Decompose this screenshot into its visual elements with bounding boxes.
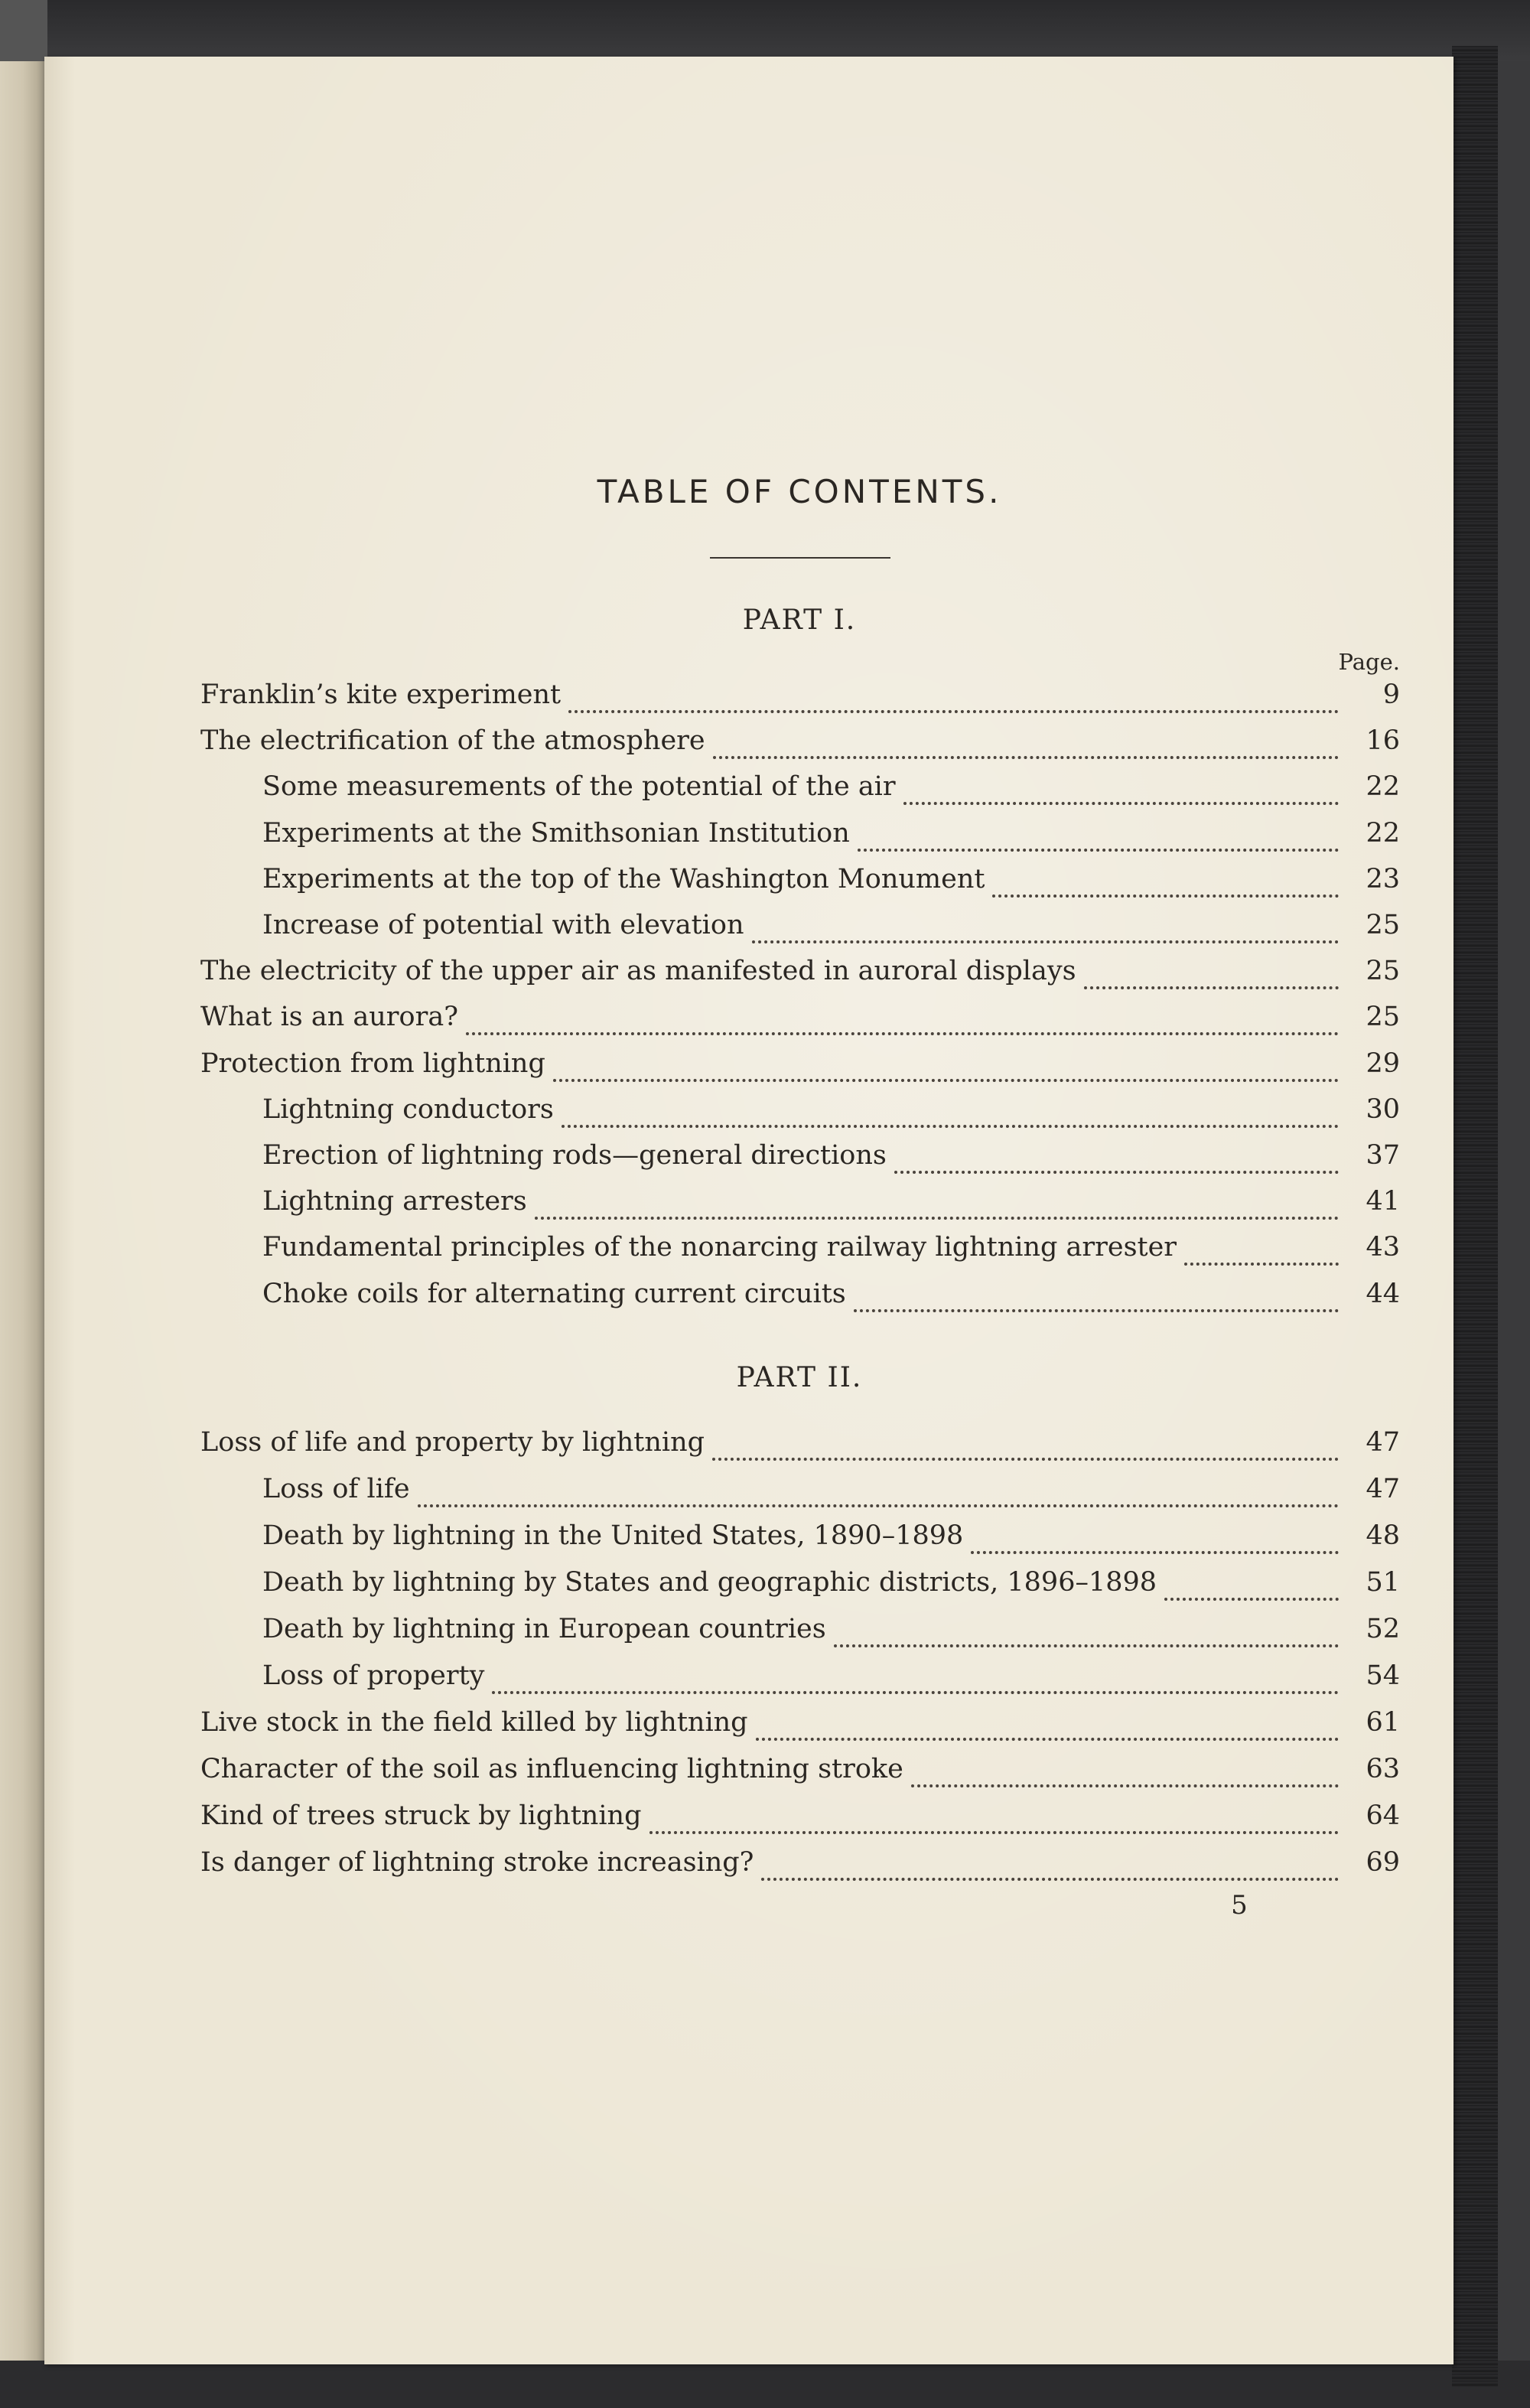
toc-entry-label: The electricity of the upper air as manifested in auroral displays: [200, 956, 1076, 987]
toc-entry: [200, 679, 1400, 722]
dot-leader: [903, 802, 1339, 805]
toc-entry-page: 69: [1366, 1847, 1400, 1878]
dot-leader: [492, 1691, 1339, 1694]
toc-entry: [200, 1048, 1400, 1091]
toc-entry: [200, 1847, 1400, 1890]
toc-entry: [262, 1279, 1400, 1321]
toc-entry-label: Loss of life and property by lightning: [200, 1427, 705, 1458]
toc-entry-label: Loss of property: [262, 1660, 485, 1691]
toc-entry-page: 23: [1366, 863, 1400, 894]
toc-entry-page: 30: [1366, 1093, 1400, 1125]
toc-entry: [262, 818, 1400, 861]
toc-entry: [262, 1474, 1400, 1517]
toc-entry-label: Some measurements of the potential of the air: [262, 771, 896, 803]
toc-entry: [262, 910, 1400, 953]
toc-entry: [200, 1707, 1400, 1750]
book-spine-edge: [1452, 46, 1498, 2387]
dot-leader: [756, 1738, 1339, 1741]
toc-entry-page: 52: [1366, 1614, 1400, 1644]
toc-entry-page: 51: [1366, 1567, 1400, 1598]
toc-entry: [262, 1567, 1400, 1610]
toc-entry-page: 25: [1366, 910, 1400, 940]
toc-entry: [262, 1614, 1400, 1657]
toc-entry: [262, 1186, 1400, 1229]
scan-backdrop-bottom: [0, 2361, 1530, 2408]
dot-leader: [1084, 986, 1339, 989]
toc-entry-label: Increase of potential with elevation: [262, 910, 744, 940]
dot-leader: [894, 1171, 1339, 1174]
dot-leader: [535, 1217, 1339, 1220]
toc-entry-page: 43: [1366, 1232, 1400, 1263]
toc-entry-page: 54: [1366, 1660, 1400, 1691]
toc-entry-label: Protection from lightning: [200, 1048, 545, 1079]
toc-entry: [200, 1002, 1400, 1044]
toc-entry-page: 48: [1366, 1520, 1400, 1551]
toc-entry: [262, 1232, 1400, 1275]
dot-leader: [858, 849, 1339, 852]
toc-entry: [262, 1660, 1400, 1703]
toc-entry-page: 37: [1366, 1140, 1400, 1171]
toc-entry-page: 16: [1366, 725, 1400, 757]
dot-leader: [713, 756, 1339, 759]
dot-leader: [562, 1125, 1339, 1128]
dot-leader: [712, 1458, 1339, 1461]
toc-entry-label: Loss of life: [262, 1474, 410, 1504]
dot-leader: [834, 1644, 1339, 1647]
dot-leader: [649, 1831, 1340, 1834]
toc-entry-page: 22: [1366, 817, 1400, 849]
toc-entry: [262, 771, 1400, 814]
toc-entry-page: 63: [1366, 1754, 1400, 1784]
dot-leader: [971, 1551, 1339, 1554]
binding-corner: [0, 0, 47, 61]
toc-entry: [200, 725, 1400, 768]
dot-leader: [761, 1878, 1339, 1881]
toc-entry: [200, 1427, 1400, 1470]
page-title: TABLE OF CONTENTS.: [597, 473, 1002, 510]
toc-entry-label: Fundamental principles of the nonarcing railway lightning arrester: [262, 1232, 1177, 1263]
toc-entry: [262, 1140, 1400, 1183]
toc-entry-page: 64: [1366, 1800, 1400, 1831]
toc-entry-label: Lightning arresters: [262, 1186, 527, 1217]
toc-entry-page: 44: [1366, 1278, 1400, 1309]
facing-page-edge: [0, 0, 47, 2408]
toc-entry: [262, 1094, 1400, 1137]
toc-entry-label: Death by lightning in the United States, 1890–1898: [262, 1520, 964, 1551]
dot-leader: [1164, 1598, 1339, 1601]
scan-backdrop-top: [0, 0, 1530, 61]
toc-entry-label: Live stock in the field killed by lightning: [200, 1707, 748, 1738]
toc-entry-label: Experiments at the top of the Washington Monument: [262, 863, 985, 894]
toc-entry-page: 9: [1382, 679, 1400, 710]
toc-entry-page: 29: [1366, 1048, 1400, 1079]
part-heading-1: PART I.: [742, 604, 857, 636]
toc-entry-page: 47: [1366, 1474, 1400, 1504]
dot-leader: [568, 710, 1339, 713]
dot-leader: [911, 1784, 1339, 1787]
toc-entry: [200, 1800, 1400, 1843]
dot-leader: [752, 940, 1340, 943]
toc-entry-label: Death by lightning in European countries: [262, 1614, 826, 1644]
toc-entry-label: Erection of lightning rods—general directions: [262, 1140, 887, 1171]
toc-entry-page: 25: [1366, 956, 1400, 987]
toc-entry-label: Lightning conductors: [262, 1093, 554, 1125]
toc-entry-label: Is danger of lightning stroke increasing?: [200, 1847, 754, 1878]
toc-entry-page: 41: [1366, 1186, 1400, 1217]
toc-entry-label: The electrification of the atmosphere: [200, 725, 705, 757]
page-column-label: Page.: [1338, 649, 1400, 675]
toc-entry-page: 61: [1366, 1707, 1400, 1738]
toc-entry: [200, 956, 1400, 999]
dot-leader: [1184, 1263, 1339, 1266]
toc-entry-label: Kind of trees struck by lightning: [200, 1800, 642, 1831]
dot-leader: [553, 1079, 1339, 1082]
toc-entry-label: Franklin’s kite experiment: [200, 679, 562, 710]
toc-entry-label: Death by lightning by States and geographic districts, 1896–1898: [262, 1567, 1157, 1598]
toc-entry-page: 25: [1366, 1002, 1400, 1033]
toc-entry: [262, 1520, 1400, 1563]
toc-entry-label: Choke coils for alternating current circuits: [262, 1278, 846, 1309]
dot-leader: [418, 1504, 1339, 1507]
dot-leader: [854, 1309, 1339, 1312]
toc-entry-page: 22: [1366, 771, 1400, 803]
dot-leader: [466, 1032, 1339, 1035]
toc-entry: [262, 864, 1400, 907]
title-rule: [710, 557, 890, 559]
toc-entry: [200, 1754, 1400, 1797]
page-number: 5: [1231, 1890, 1248, 1921]
toc-entry-page: 47: [1366, 1427, 1400, 1458]
toc-entry-label: Character of the soil as influencing lightning stroke: [200, 1754, 903, 1784]
dot-leader: [992, 894, 1339, 898]
toc-entry-label: What is an aurora?: [200, 1002, 458, 1033]
part-heading-2: PART II.: [736, 1362, 863, 1393]
toc-entry-label: Experiments at the Smithsonian Institution: [262, 817, 850, 849]
